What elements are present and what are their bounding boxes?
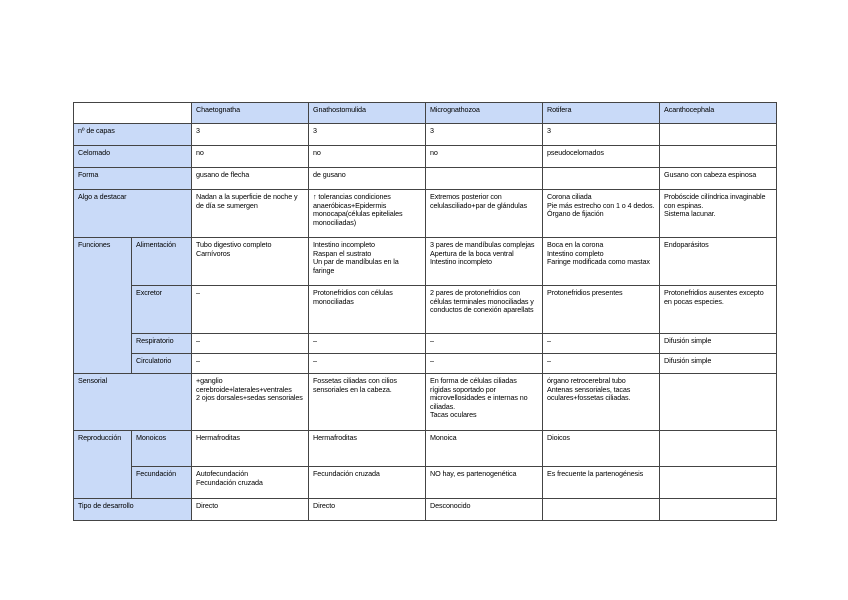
cell-excretor-gnathostomulida: Protonefridios con células monociliadas [309,286,426,334]
row-respiratorio [74,334,777,354]
row-forma [74,168,777,190]
cell-capas-chaetognatha: 3 [192,124,309,146]
cell-fecundacion-micrognathozoa: NO hay, es partenogenética [426,467,543,499]
cell-circulatorio-chaetognatha: – [192,354,309,374]
cell-respiratorio-acanthocephala: Difusión simple [660,334,777,354]
row-desarrollo [74,499,777,521]
cell-respiratorio-rotifera: – [543,334,660,354]
row-monoicos [74,431,777,467]
cell-respiratorio-gnathostomulida: – [309,334,426,354]
cell-capas-gnathostomulida: 3 [309,124,426,146]
cell-desarrollo-gnathostomulida: Directo [309,499,426,521]
cell-fecundacion-rotifera: Es frecuente la partenogénesis [543,467,660,499]
header-acanthocephala: Acanthocephala [660,103,777,124]
sub-label-excretor: Excretor [132,286,192,334]
cell-celomado-chaetognatha: no [192,146,309,168]
cell-forma-rotifera [543,168,660,190]
header-row [74,103,777,124]
row-celomado [74,146,777,168]
cell-forma-acanthocephala: Gusano con cabeza espinosa [660,168,777,190]
cell-destacar-acanthocephala: Probóscide cilíndrica invaginable con espinas. Sistema lacunar. [660,190,777,238]
cell-respiratorio-micrognathozoa: – [426,334,543,354]
cell-desarrollo-micrognathozoa: Desconocido [426,499,543,521]
cell-circulatorio-acanthocephala: Difusión simple [660,354,777,374]
row-label-funciones: Funciones [74,238,132,374]
cell-excretor-rotifera: Protonefridios presentes [543,286,660,334]
cell-excretor-acanthocephala: Protonefridios ausentes excepto en pocas especies. [660,286,777,334]
cell-excretor-micrognathozoa: 2 pares de protonefridios con células terminales monociliadas y conductos de conexión aparellats [426,286,543,334]
comparison-table [73,102,777,521]
sub-label-circulatorio: Circulatorio [132,354,192,374]
cell-forma-micrognathozoa [426,168,543,190]
row-label-reproduccion: Reproducción [74,431,132,499]
row-alimentacion [74,238,777,286]
cell-capas-rotifera: 3 [543,124,660,146]
cell-monoicos-micrognathozoa: Monoica [426,431,543,467]
sub-label-alimentacion: Alimentación [132,238,192,286]
cell-desarrollo-acanthocephala [660,499,777,521]
cell-celomado-rotifera: pseudocelomados [543,146,660,168]
row-label-capas: nº de capas [74,124,192,146]
cell-alimentacion-chaetognatha: Tubo digestivo completo Carnívoros [192,238,309,286]
cell-destacar-chaetognatha: Nadan a la superficie de noche y de día se sumergen [192,190,309,238]
row-capas [74,124,777,146]
cell-sensorial-gnathostomulida: Fossetas ciliadas con cilios sensoriales en la cabeza. [309,374,426,431]
header-micrognathozoa: Micrognathozoa [426,103,543,124]
cell-sensorial-rotifera: órgano retrocerebral tubo Antenas sensoriales, tacas oculares+fossetas ciliadas. [543,374,660,431]
cell-circulatorio-gnathostomulida: – [309,354,426,374]
cell-fecundacion-acanthocephala [660,467,777,499]
cell-alimentacion-acanthocephala: Endoparásitos [660,238,777,286]
cell-circulatorio-rotifera: – [543,354,660,374]
cell-destacar-gnathostomulida: ↑ tolerancias condiciones anaeróbicas+Epidermis monocapa(células epiteliales monociliadas) [309,190,426,238]
header-rotifera: Rotifera [543,103,660,124]
cell-excretor-chaetognatha: – [192,286,309,334]
cell-monoicos-rotifera: Dioicos [543,431,660,467]
cell-circulatorio-micrognathozoa: – [426,354,543,374]
header-blank-cell [74,103,192,124]
cell-sensorial-acanthocephala [660,374,777,431]
cell-alimentacion-micrognathozoa: 3 pares de mandíbulas complejas Apertura de la boca ventral Intestino incompleto [426,238,543,286]
cell-fecundacion-gnathostomulida: Fecundación cruzada [309,467,426,499]
row-fecundacion [74,467,777,499]
cell-monoicos-gnathostomulida: Hermafroditas [309,431,426,467]
cell-celomado-gnathostomulida: no [309,146,426,168]
row-destacar [74,190,777,238]
cell-desarrollo-chaetognatha: Directo [192,499,309,521]
sub-label-fecundacion: Fecundación [132,467,192,499]
cell-celomado-micrognathozoa: no [426,146,543,168]
cell-destacar-rotifera: Corona ciliada Pie más estrecho con 1 o 4 dedos. Órgano de fijación [543,190,660,238]
header-gnathostomulida: Gnathostomulida [309,103,426,124]
row-sensorial [74,374,777,431]
row-label-desarrollo: Tipo de desarrollo [74,499,192,521]
row-excretor [74,286,777,334]
sub-label-monoicos: Monoicos [132,431,192,467]
cell-destacar-micrognathozoa: Extremos posterior con celulasciliado+par de glándulas [426,190,543,238]
cell-monoicos-chaetognatha: Hermafroditas [192,431,309,467]
row-label-forma: Forma [74,168,192,190]
cell-monoicos-acanthocephala [660,431,777,467]
cell-fecundacion-chaetognatha: Autofecundación Fecundación cruzada [192,467,309,499]
cell-capas-acanthocephala [660,124,777,146]
cell-capas-micrognathozoa: 3 [426,124,543,146]
cell-respiratorio-chaetognatha: – [192,334,309,354]
row-label-sensorial: Sensorial [74,374,192,431]
cell-alimentacion-rotifera: Boca en la corona Intestino completo Faringe modificada como mastax [543,238,660,286]
header-chaetognatha: Chaetognatha [192,103,309,124]
cell-sensorial-micrognathozoa: En forma de células ciliadas rígidas soportado por microvellosidades e internas no ciliadas. Tacas oculares [426,374,543,431]
row-label-destacar: Algo a destacar [74,190,192,238]
row-label-celomado: Celomado [74,146,192,168]
sub-label-respiratorio: Respiratorio [132,334,192,354]
cell-desarrollo-rotifera [543,499,660,521]
cell-celomado-acanthocephala [660,146,777,168]
cell-forma-chaetognatha: gusano de flecha [192,168,309,190]
row-circulatorio [74,354,777,374]
cell-alimentacion-gnathostomulida: Intestino incompleto Raspan el sustrato Un par de mandíbulas en la faringe [309,238,426,286]
cell-sensorial-chaetognatha: +ganglio cerebroide+laterales+ventrales 2 ojos dorsales+sedas sensoriales [192,374,309,431]
cell-forma-gnathostomulida: de gusano [309,168,426,190]
